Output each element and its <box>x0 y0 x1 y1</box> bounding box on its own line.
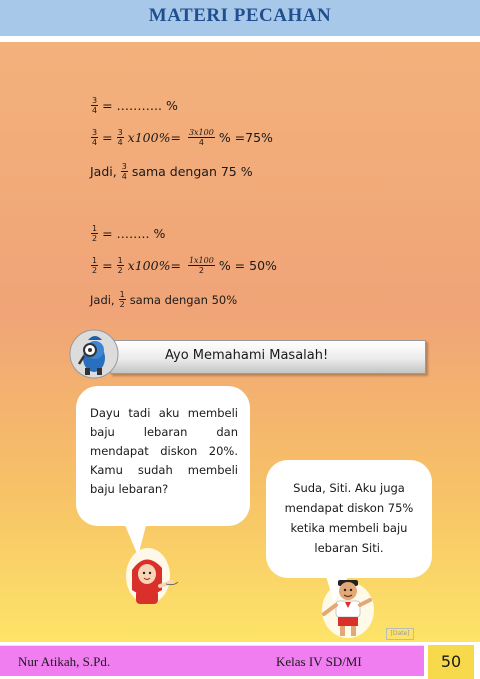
bubble-left-text: Dayu tadi aku membeli baju lebaran dan mendapat diskon 20%. Kamu sudah membeli baju lebaran? <box>90 406 238 496</box>
page-header <box>0 0 480 36</box>
fraction: $\frac{1x100}{2}$ <box>188 256 214 275</box>
fraction: $\frac{3}{4}$ <box>117 128 123 147</box>
section-banner <box>110 340 426 374</box>
fraction: $\frac{1}{2}$ <box>92 224 98 243</box>
footer-author: Nur Atikah, S.Pd. <box>18 654 111 669</box>
page-title: MATERI PECAHAN <box>148 5 332 26</box>
page-number: 50 <box>440 652 462 671</box>
fraction: $\frac{1}{2}$ <box>92 256 98 275</box>
footer-class: Kelas IV SD/MI <box>276 654 362 669</box>
math-line-b2: $\frac{1}{2}$ = $\frac{1}{2}$ x100%= $\frac{1x100}{2}$ % = 50% <box>92 256 277 275</box>
math-line-a1: $\frac{3}{4}$ = ……….. % <box>92 96 178 115</box>
fraction: $\frac{1}{2}$ <box>119 290 125 309</box>
girl-character-icon <box>122 546 180 612</box>
boy-character-icon <box>318 574 376 640</box>
fraction: $\frac{3}{4}$ <box>121 162 127 181</box>
bubble-right-text: Suda, Siti. Aku juga mendapat diskon 75% ketika membeli baju lebaran Siti. <box>284 481 414 555</box>
math-line-a2: $\frac{3}{4}$ = $\frac{3}{4}$ x100%= $\frac{3x100}{4}$ % =75% <box>92 128 273 147</box>
fraction: $\frac{3}{4}$ <box>92 128 98 147</box>
banner-text: Ayo Memahami Masalah! <box>165 348 329 363</box>
math-line-b1: $\frac{1}{2}$ = …….. % <box>92 224 166 243</box>
date-placeholder: [Date] <box>386 628 414 640</box>
math-line-b3: Jadi, $\frac{1}{2}$ sama dengan 50% <box>90 290 238 309</box>
page-footer <box>0 645 424 676</box>
math-line-a3: Jadi, $\frac{3}{4}$ sama dengan 75 % <box>90 162 253 181</box>
fraction: $\frac{1}{2}$ <box>117 256 123 275</box>
fraction: $\frac{3}{4}$ <box>92 96 98 115</box>
magnifier-mascot-icon <box>68 328 120 380</box>
page-number-box <box>428 645 474 679</box>
fraction: $\frac{3x100}{4}$ <box>188 128 214 147</box>
